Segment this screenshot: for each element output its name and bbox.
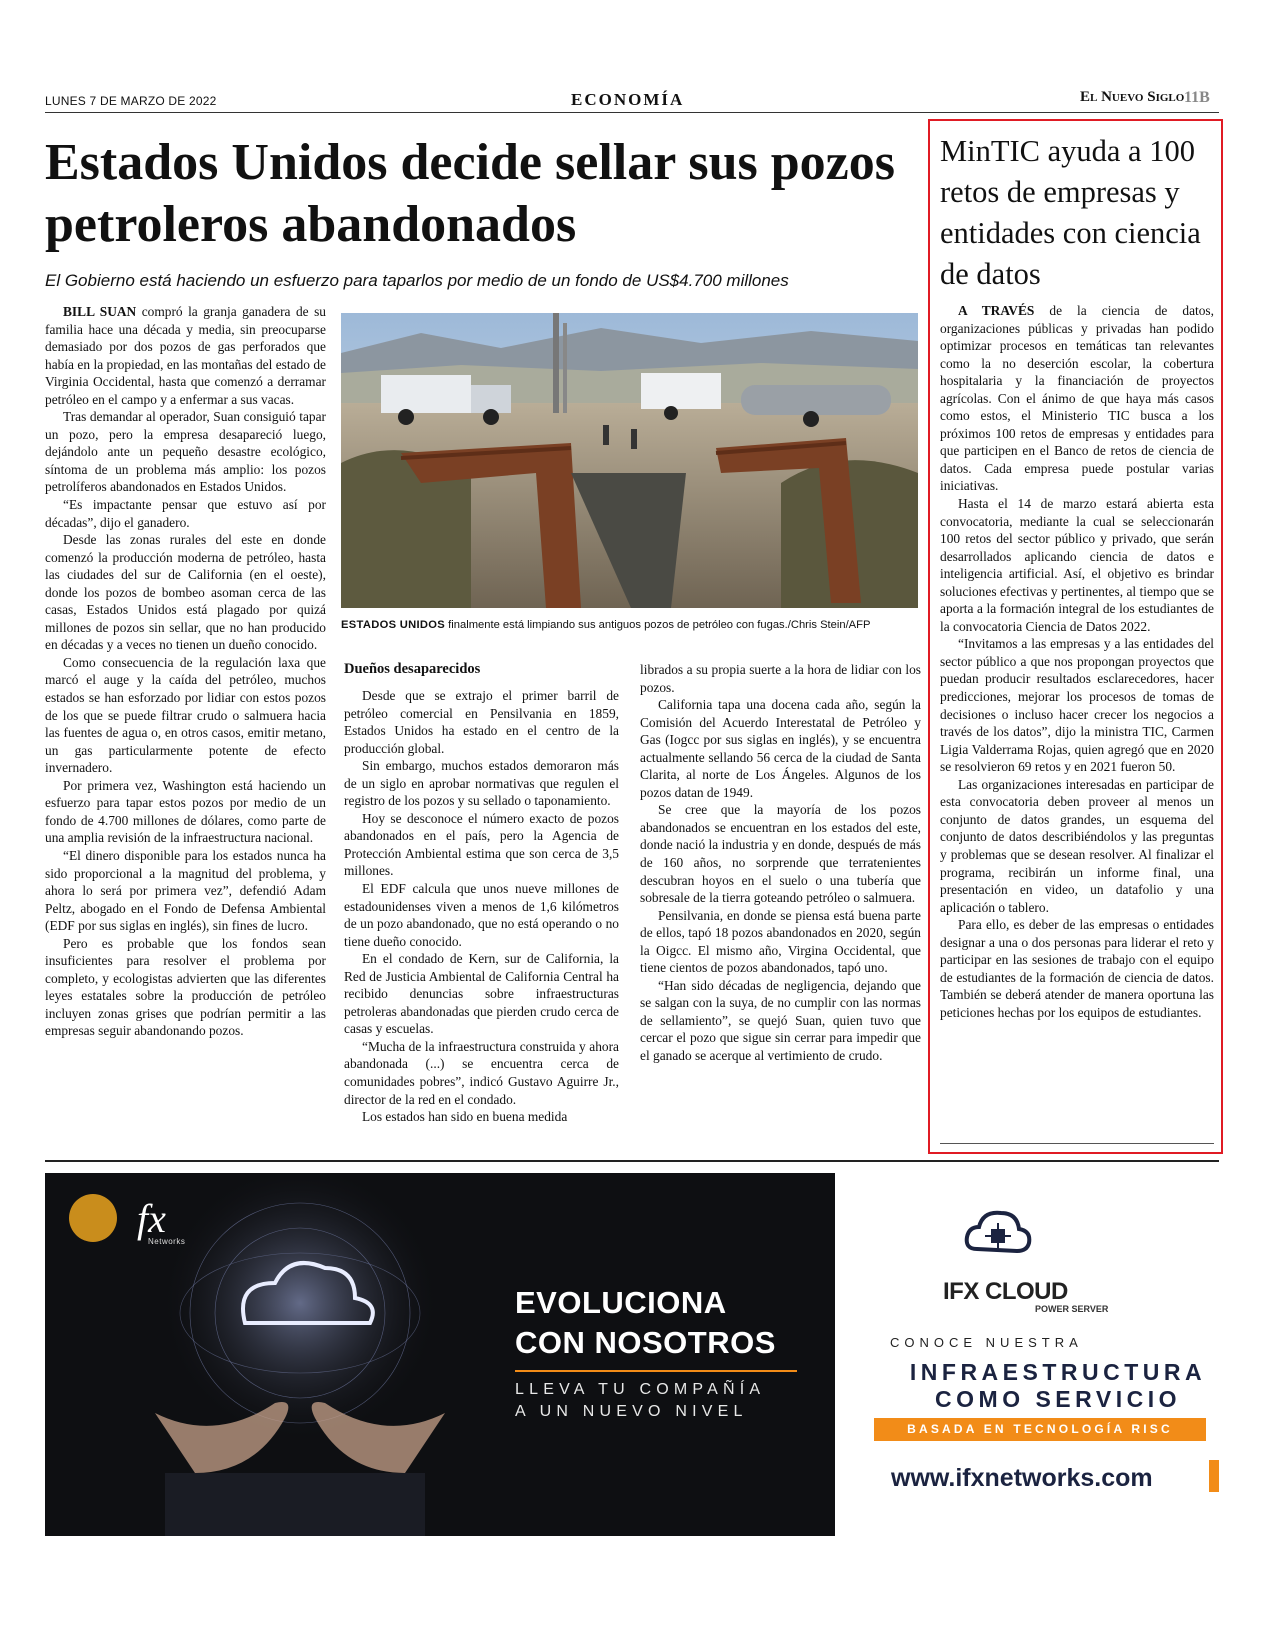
sidebar-rule — [940, 1143, 1214, 1144]
photo-caption: ESTADOS UNIDOS finalmente está limpiando sus antiguos pozos de petróleo con fugas./Chris Stein/AFP — [341, 619, 871, 631]
article-paragraph: librados a su propia suerte a la hora de lidiar con los pozos. — [640, 662, 921, 695]
ifx-advertisement — [45, 1173, 1219, 1536]
caption-lead: ESTADOS UNIDOS — [341, 619, 446, 631]
section-name: ECONOMÍA — [571, 90, 685, 109]
article-paragraph: Los estados han sido en buena medida — [362, 1109, 568, 1125]
sidebar-headline: MinTIC ayuda a 100 retos de empresas y entidades con ciencia de datos — [940, 134, 1201, 291]
ad-headline-line-1: EVOLUCIONA — [515, 1285, 727, 1320]
fx-logo-subtitle: Networks — [148, 1237, 186, 1246]
article-paragraph: Sin embargo, muchos estados demoraron más de un siglo en aprobar normativas que regulen el registro de los pozos y su sellado o taponamiento. — [344, 758, 619, 809]
article-subhead: El Gobierno está haciendo un esfuerzo para taparlos por medio de un fondo de US$4.700 millones — [45, 271, 789, 290]
article-paragraph: “El dinero disponible para los estados nunca ha sido proporcional a la magnitud del problema, y ahora lo será por primera vez”, defendió Adam Peltz, abogado en el Fondo de Defensa Ambiental (EDF por sus siglas en inglés), sin fines de lucro. — [45, 847, 326, 934]
ad-subline-2: A UN NUEVO NIVEL — [515, 1403, 748, 1420]
ad-website-link[interactable]: www.ifxnetworks.com — [891, 1464, 1153, 1492]
sidebar-paragraph: “Invitamos a las empresas y a las entidades del sector público a que nos propongan proyectos que puedan producir resultados esclarecedores, hacer predicciones, mejorar los procesos de tomas de decisiones o incluso hacer crecer los negocios a través de los datos”, dijo la ministra TIC, Carmen Ligia Valderrama Rojas, quien agregó que en 2020 se resolvieron 69 retos y en 2021 fueron 50. — [940, 636, 1214, 775]
article-paragraph: Por primera vez, Washington está haciendo un esfuerzo para tapar estos pozos por medio de un fondo de 4.700 millones de dólares, como parte de una amplia revisión de la infraestructura nacional. — [45, 777, 326, 846]
ad-infra-text — [868, 1359, 1219, 1413]
fx-logo: fx — [137, 1196, 166, 1241]
ad-headline-line-2: CON NOSOTROS — [515, 1325, 776, 1360]
article-paragraph: Se cree que la mayoría de los pozos abandonados se encuentran en los estados del este, donde nació la industria y en donde, después de más de 160 años, no sorprende que terratenientes descubran hoyos en el suelo o una tubería que sobresale de la tierra goteando petróleo o salmuera. — [640, 802, 921, 906]
article-paragraph: Desde las zonas rurales del este en donde comenzó la producción moderna de petróleo, hasta las ciudades del sur de California (en el oeste), donde los pozos de bombeo asoman cerca de las casas, Estados Unidos está plagado por quizá millones de pozos sin sellar, que no han producido en décadas y a veces no tienen un dueño conocido. — [45, 532, 326, 653]
cloud-chip-icon — [963, 1199, 1033, 1269]
article-paragraph: “Es impactante pensar que estuvo así por décadas”, dijo el ganadero. — [45, 497, 326, 530]
article-paragraph: En el condado de Kern, sur de California, la Red de Justicia Ambiental de California Central ha recibido denuncias sobre infraestructuras petroleras abandonadas que pierden crudo cerca de casas y escuelas. — [344, 951, 619, 1037]
article-paragraph: Tras demandar al operador, Suan consiguió tapar un pozo, pero la empresa desapareció luego, dejándolo ante un pequeño desastre ecológico, síntoma de un problema más amplio: los pozos petrolíferos abandonados en Estados Unidos. — [45, 409, 326, 495]
ad-infra-line-1: INFRAESTRUCTURA — [909, 1359, 1207, 1385]
lead-in: BILL SUAN — [63, 304, 137, 319]
sidebar-paragraph: Las organizaciones interesadas en participar de esta convocatoria deben proveer al menos un conjunto de datos grandes, un esquema del conjunto de datos describiéndolos y las preguntas y problemas que se desean resolver. Al finalizar el programa, recibirán un informe final, una presentación en video, un datafolio y una aplicación o tablero. — [940, 776, 1214, 915]
ad-infra-line-2: COMO SERVICIO — [935, 1386, 1181, 1412]
article-paragraph: Hoy se desconoce el número exacto de pozos abandonados en el país, pero la Agencia de Protección Ambiental estima que son cerca de 3,5 millones. — [344, 810, 619, 879]
lead-in: A TRAVÉS — [958, 303, 1035, 318]
page-date: LUNES 7 DE MARZO DE 2022 — [45, 94, 217, 108]
article-paragraph: “Mucha de la infraestructura construida y ahora abandonada (...) se encuentra cerca de comunidades pobres”, indicó Gustavo Aguirre Jr., director de la red en el condado. — [344, 1038, 619, 1107]
article-paragraph: BILL SUAN compró la granja ganadera de su familia hace una década y media, sin preocuparse demasiado por dos pozos de gas perforados que había en la propiedad, en las montañas del estado de Virginia Occidental, hasta que comenzó a derramar petróleo en el campo y a enfermar a sus vacas. — [45, 304, 326, 407]
ifx-cloud-brand: IFX CLOUD — [943, 1278, 1068, 1305]
oil-well-photo — [341, 313, 918, 608]
article-paragraph: Desde que se extrajo el primer barril de petróleo comercial en Pensilvania en 1859, Estados Unidos ha estado en el centro de la producción global. — [344, 688, 619, 756]
article-column-2 — [344, 687, 619, 1126]
sidebar-paragraph: Hasta el 14 de marzo estará abierta esta convocatoria, mediante la cual se seleccionarán 100 retos del sector público y privado, que serán desarrollados aplicando ciencia de datos e inteligencia artificial. Así, el objetivo es brindar soluciones efectivas y pertinentes, al tiempo que se aporta a la formación integral de los estudiantes de la convocatoria Ciencia de Datos 2022. — [940, 496, 1214, 634]
header-rule — [45, 112, 1219, 113]
article-paragraph: Pero es probable que los fondos sean insuficientes para resolver el problema por completo, y ecologistas advierten que las diferentes leyes estatales sobre la producción de petróleo incluyen zonas grises que podrían permitir a las empresas seguir abandonando pozos. — [45, 935, 326, 1039]
article-paragraph: “Han sido décadas de negligencia, dejando que se salgan con la suya, de no cumplir con las normas de sellamiento”, se quejó Suan, quien tuvo que cercar el pozo que sigue sin cerrar para impedir que el ganado se acerque al vertimiento de crudo. — [640, 977, 921, 1064]
ifx-cloud-tagline: POWER SERVER — [1035, 1304, 1109, 1314]
sidebar-paragraph: A TRAVÉS de la ciencia de datos, organizaciones públicas y privadas han podido optimizar procesos en temáticas tan relevantes como la no deserción escolar, la cobertura hospitalaria y la financiación de proyectos agrícolas. Con el ánimo de que haya más casos como estos, el Ministerio TIC busca a los próximos 100 retos de empresas y entidades para que participen en el Banco de retos de ciencia de datos. Cada empresa puede postular varias iniciativas. — [940, 303, 1214, 494]
article-paragraph: Como consecuencia de la regulación laxa que marcó el auge y la caída del petróleo, muchos estados se han esforzado por lidiar con estos pozos de los que se puede filtrar crudo o salmuera hacia las fuentes de agua o, en otros casos, emitir metano, un gas particularmente potente de efecto invernadero. — [45, 654, 326, 776]
ad-risc-badge: BASADA EN TECNOLOGÍA RISC — [874, 1418, 1206, 1441]
ad-separator-rule — [45, 1160, 1219, 1162]
article-photo — [341, 313, 918, 608]
sidebar-body — [940, 302, 1214, 1021]
article-paragraph: El EDF calcula que unos nueve millones de estadounidenses viven a menos de 1,6 kilómetros de un pozo abandonado, que no está operando o no tiene dueño conocido. — [344, 881, 619, 949]
article-paragraph: California tapa una docena cada año, según la Comisión del Acuerdo Interestatal de Petróleo y Gas (Iogcc por sus siglas en inglés), y se encuentra actualmente sellando 56 cerca de la ciudad de Santa Clarita, al norte de Los Ángeles. Algunos de los pozos datan de 1949. — [640, 697, 921, 800]
article-headline: Estados Unidos decide sellar sus pozos petroleros abandonados — [45, 134, 895, 253]
ad-conoce-text: CONOCE NUESTRA — [890, 1335, 1083, 1350]
sidebar-paragraph: Para ello, es deber de las empresas o entidades designar a una o dos personas para liderar el reto y participar en las sesiones de trabajo con el equipo de estudiantes de la formación de ciencia de datos. También se deberá atender de manera oportuna las peticiones hechas por los equipos de estudiantes. — [940, 917, 1214, 1020]
ad-subline — [515, 1379, 765, 1423]
ad-url-accent-bar — [1209, 1460, 1219, 1492]
article-column-1 — [45, 303, 326, 1040]
fx-logo-globe-icon — [69, 1194, 117, 1242]
ad-headline — [515, 1283, 776, 1363]
page-number: 11B — [1184, 89, 1210, 106]
section-subtitle: Dueños desaparecidos — [344, 661, 481, 677]
article-paragraph: Pensilvania, en donde se piensa está buena parte de ellos, tapó 18 pozos abandonados en 2020, según la Oigcc. El mismo año, Virgina Occidental, que tiene cientos de pozos abandonados, tapó uno. — [640, 907, 921, 976]
article-column-3 — [640, 661, 921, 1065]
ad-orange-divider — [515, 1370, 797, 1372]
newspaper-name: El Nuevo Siglo — [1080, 89, 1185, 105]
ad-subline-1: LLEVA TU COMPAÑÍA — [515, 1381, 766, 1398]
